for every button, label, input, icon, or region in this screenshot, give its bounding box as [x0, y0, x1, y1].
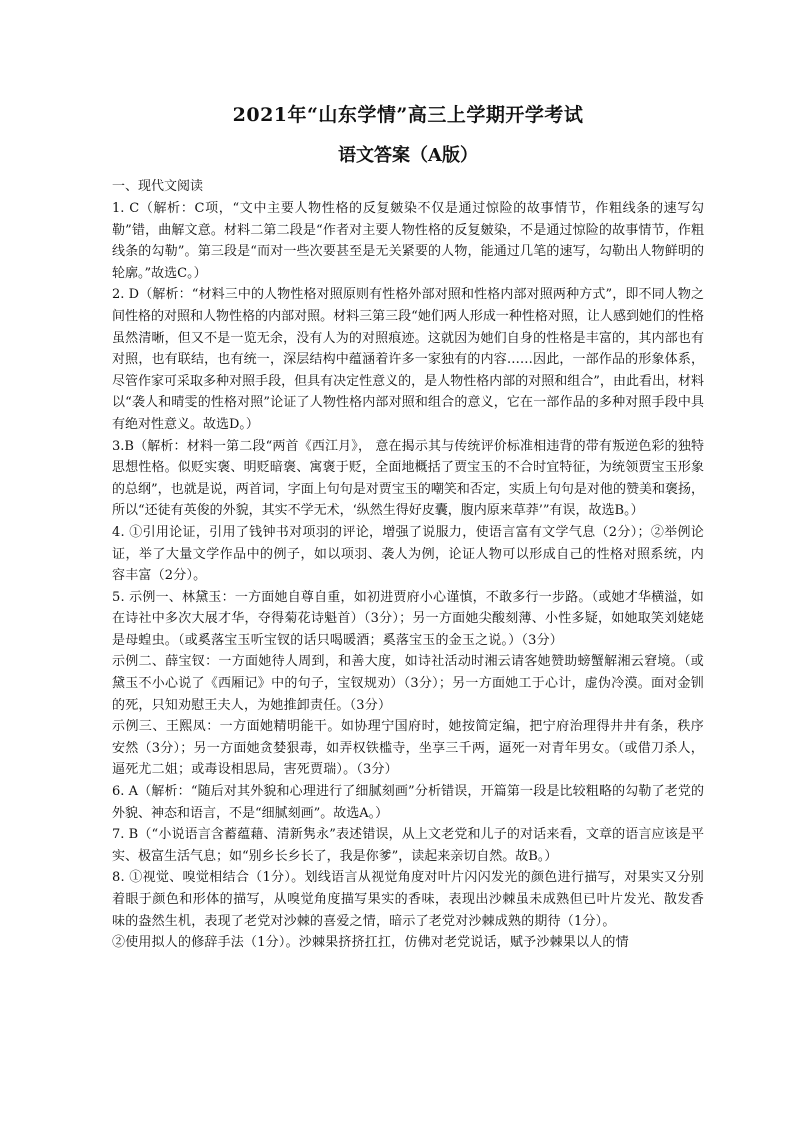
- page-title: 2021年“山东学情”高三上学期开学考试: [232, 104, 584, 126]
- answer-q5-example1: 5. 示例一、林黛玉：一方面她自尊自重，如初进贾府小心谨慎，不敢多行一步路。（或她才华横溢，如在诗社中多次大展才华，夺得菊花诗魁首）（3分）；另一方面她尖酸刻薄、小性多疑，如她取笑刘姥姥是母蝗虫。（或奚落宝玉听宝钗的话只喝暖酒；奚落宝玉的金玉之说。）（3分）: [112, 589, 704, 648]
- answer-q8-part1: 8. ①视觉、嗅觉相结合（1分）。划线语言从视觉角度对叶片闪闪发光的颜色进行描写，对果实又分别着眼于颜色和形体的描写，从嗅觉角度描写果实的香味，表现出沙棘虽未成熟但已叶片发光、散发香味的盎然生机，表现了老党对沙棘的喜爱之情，暗示了老党对沙棘成熟的期待（1分）。: [112, 870, 704, 929]
- answer-q4: 4. ①引用论证，引用了钱钟书对项羽的评论，增强了说服力，使语言富有文学气息（2分）；②举例论证，举了大量文学作品中的例子，如以项羽、袭人为例，论证人物可以形成自己的性格对照系统，内容丰富（2分）。: [112, 524, 704, 584]
- answer-q7: 7. B（“小说语言含蓄蕴藉、清新隽永”表述错误，从上文老党和儿子的对话来看，文章的语言应该是平实、极富生活气息；如“别乡长乡长了，我是你爹”，读起来亲切自然。故B。）: [112, 827, 704, 864]
- answer-q1: 1. C（解析：C项，“文中主要人物性格的反复皴染不仅是通过惊险的故事情节，作粗线条的速写勾勒”错，曲解文意。材料二第二段是“作者对主要人物性格的反复皴染，不是通过惊险的故事情节，作粗线条的勾勒”。第三段是“而对一些次要甚至是无关紧要的人物，能通过几笔的速写，勾勒出人物鲜明的轮廓。”故选C。）: [112, 201, 704, 281]
- answer-q8-part2: ②使用拟人的修辞手法（1分）。沙棘果挤挤扛扛，仿佛对老党说话，赋予沙棘果以人的情: [112, 935, 629, 951]
- page-subtitle: 语文答案（A版）: [338, 145, 478, 166]
- answer-q5-example2: 示例二、薛宝钗：一方面她待人周到，和善大度，如诗社活动时湘云请客她赞助螃蟹解湘云窘境。（或黛玉不小心说了《西厢记》中的句子，宝钗规劝）（3分）；另一方面她工于心计，虚伪冷漠。面对金钏的死，只知劝慰王夫人，为她推卸责任。（3分）: [112, 654, 704, 713]
- answer-q2: 2. D（解析：“材料三中的人物性格对照原则有性格外部对照和性格内部对照两种方式”，即不同人物之间性格的对照和人物性格的内部对照。材料三第三段“她们两人形成一种性格对照，让人感到她们的性格虽然清晰，但又不是一览无余，没有人为的对照痕迹。这就因为她们自身的性格是丰富的，其内部也有对照，也有联结，也有统一，深层结构中蕴涵着许多一家独有的内容……因此，一部作品的形象体系，尽管作家可采取多种对照手段，但具有决定性意义的，是人物性格内部的对照和组合”，由此看出，材料以“袭人和晴雯的性格对照”论证了人物性格内部对照和组合的意义，它在一部作品的多种对照手段中具有绝对性意义。故选D。）: [112, 287, 704, 432]
- answer-q3: 3.B（解析：材料一第二段“两首《西江月》， 意在揭示其与传统评价标准相违背的带有叛逆色彩的独特思想性格。似贬实褒、明贬暗褒、寓褒于贬，全面地概括了贾宝玉的不合时宜特征，为统领贾宝玉形象的总纲”，也就是说，两首词，字面上句句是对贾宝玉的嘲笑和否定，实质上句句是对他的赞美和褒扬，所以“还徒有英俊的外貌，其实不学无术，‘纵然生得好皮囊，腹内原来草莽’”有误，故选B。）: [112, 438, 704, 519]
- section-heading: 一、现代文阅读: [112, 179, 204, 194]
- answer-q6: 6. A（解析：“随后对其外貌和心理进行了细腻刻画”分析错误，开篇第一段是比较粗略的勾勒了老党的外貌、神态和语言，不是“细腻刻画”。故选A。）: [112, 784, 704, 821]
- answer-q5-example3: 示例三、王熙凤：一方面她精明能干。如协理宁国府时，她按简定编，把宁府治理得井井有条，秩序安然（3分）；另一方面她贪婪狠毒，如弄权铁槛寺，坐享三千两，逼死一对青年男女。（或借刀杀人，逼死尤二姐；或毒设相思局，害死贾瑞）。（3分）: [112, 719, 704, 778]
